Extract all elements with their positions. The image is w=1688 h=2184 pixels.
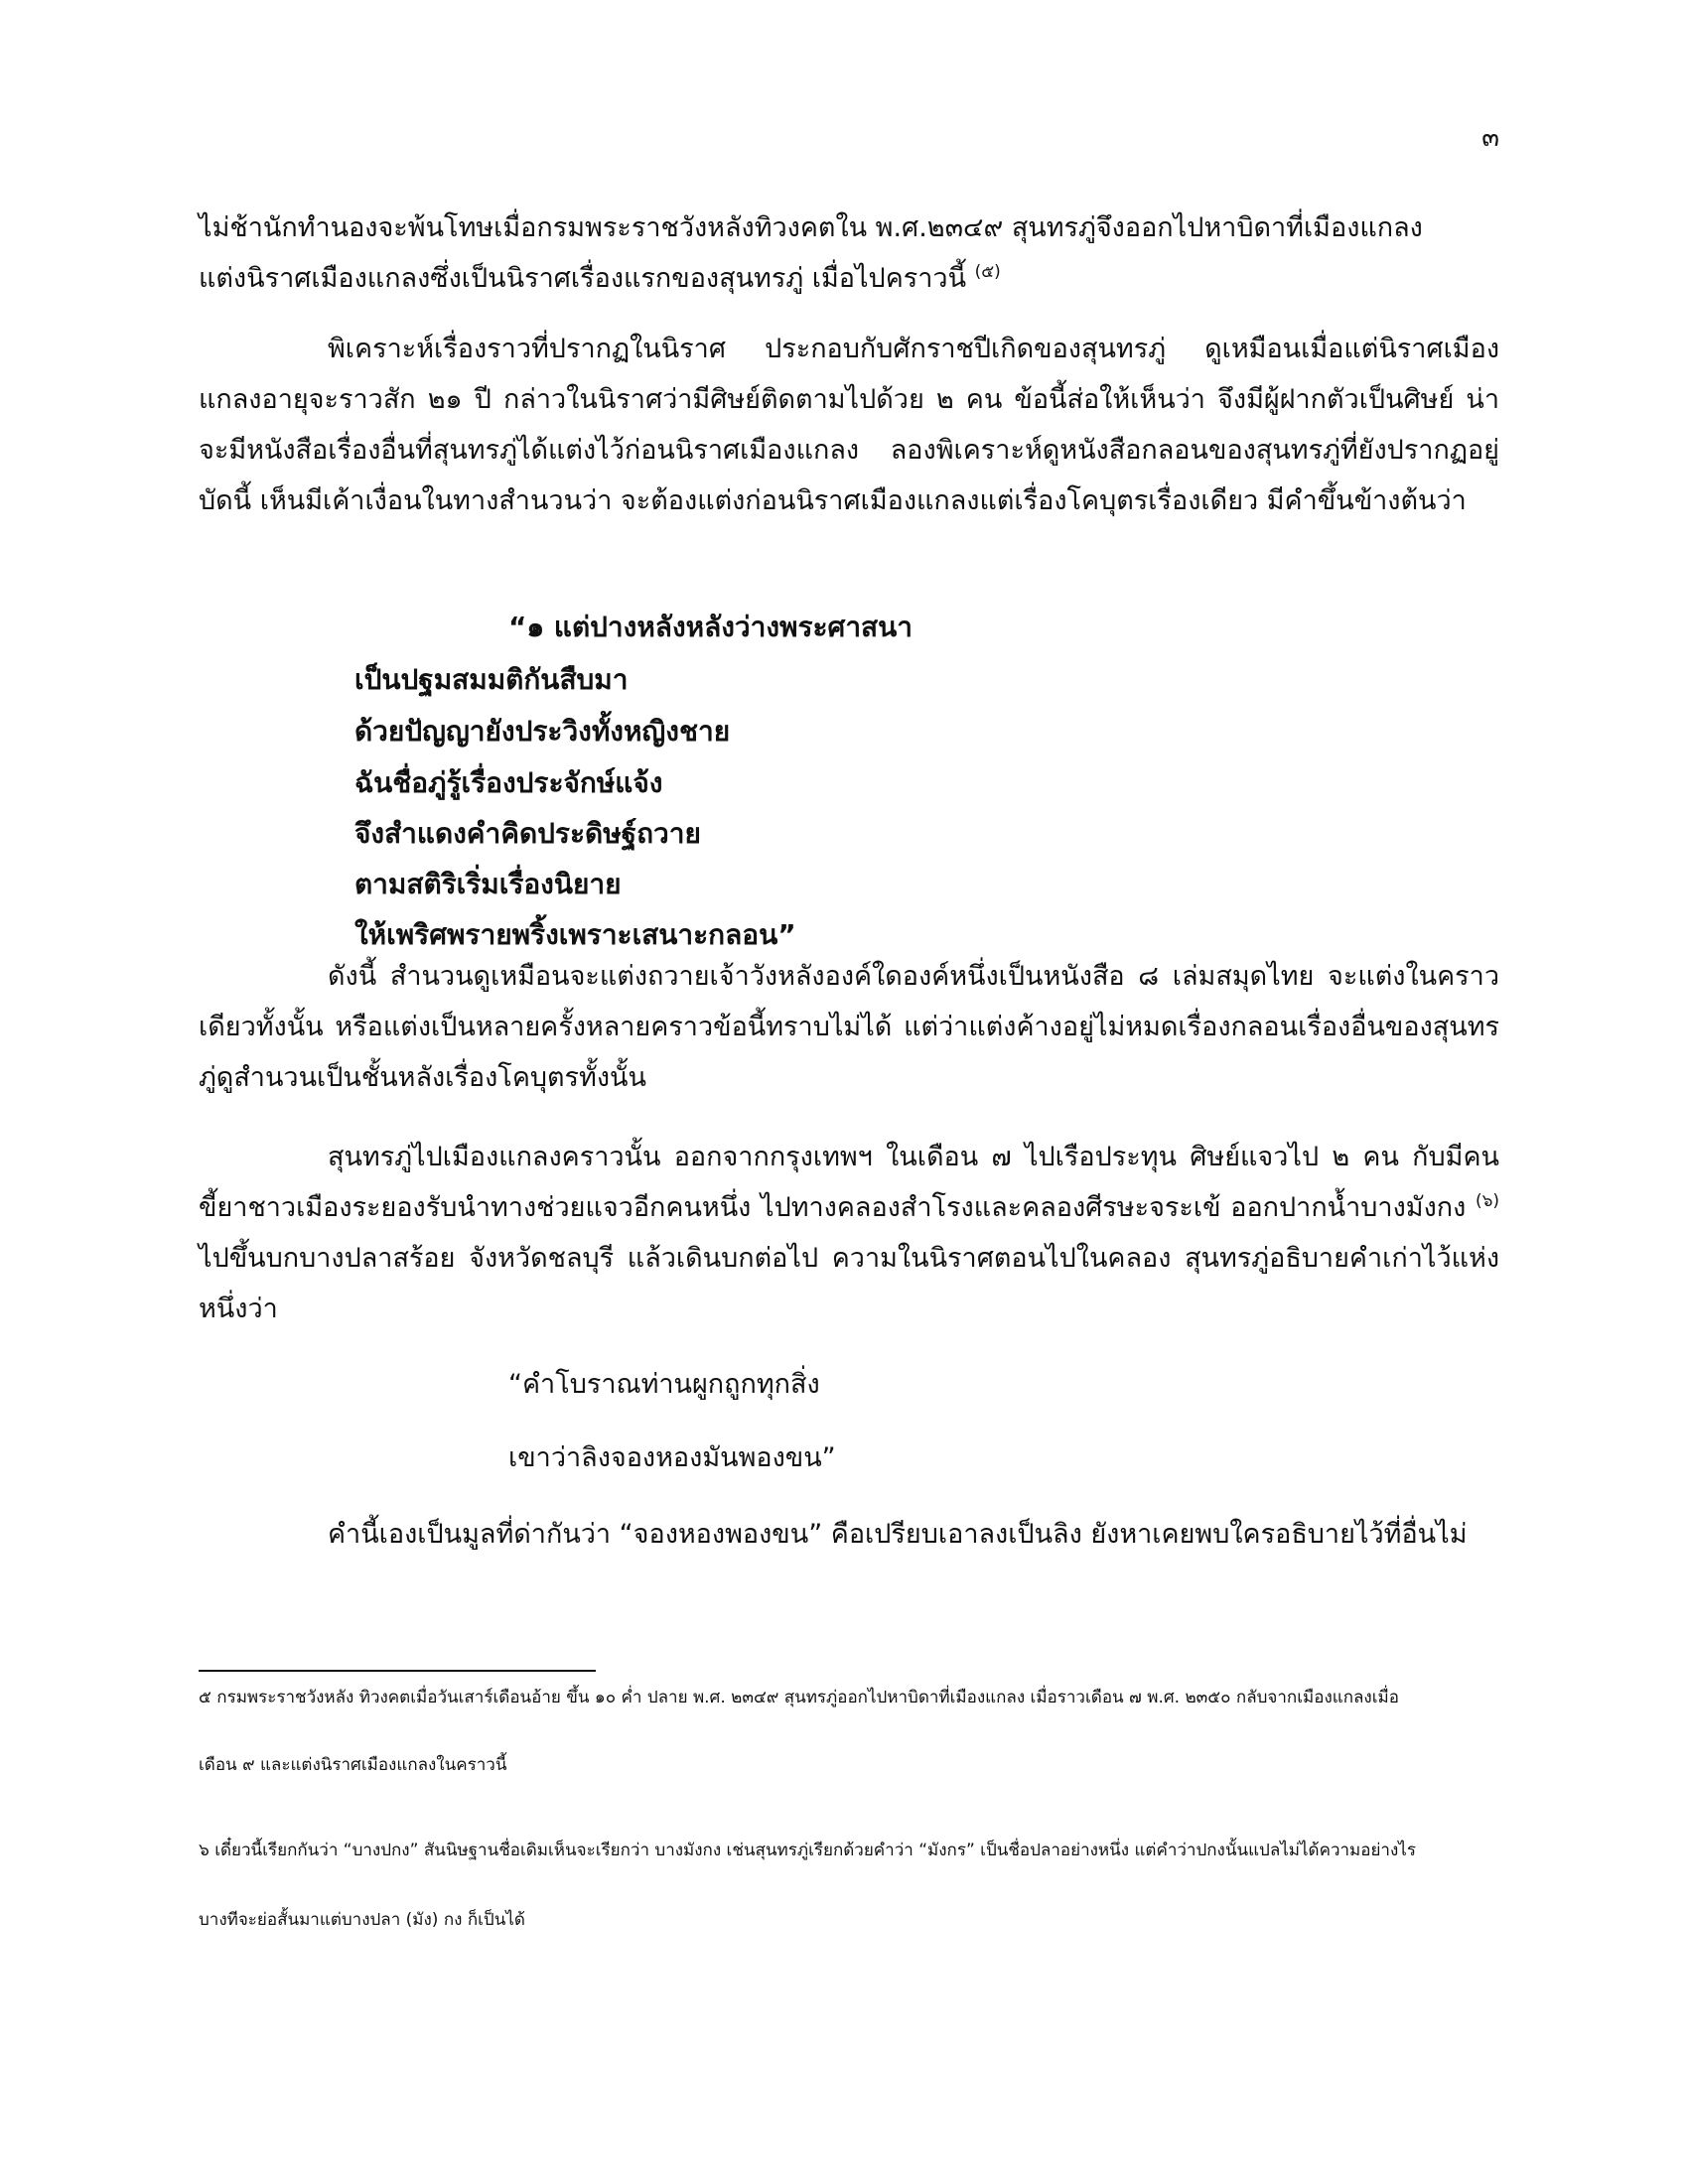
footnote-5-line-1: ๕ กรมพระราชวังหลัง ทิวงคตเมื่อวันเสาร์เดือนอ้าย ขึ้น ๑๐ ค่ำ ปลาย พ.ศ. ๒๓๔๙ สุนทรภู่ออกไปหาบิดาที่เมืองแกลง เมื่อราวเดือน ๗ พ.ศ. ๒๓๕๐ กลับจากเมืองแกลงเมื่อ bbox=[199, 1688, 1399, 1707]
page-number: ๓ bbox=[1481, 123, 1499, 153]
footnote-6-line-1: ๖ เดี๋ยวนี้เรียกกันว่า “บางปกง” สันนิษฐานชื่อเดิมเห็นจะเรียกว่า บางมังกง เช่นสุนทรภู่เรียกด้วยคำว่า “มังกร” เป็นชื่อปลาอย่างหนึ่ง แต่คำว่าปกงนั้นแปลไม่ได้ความอย่างไร bbox=[199, 1841, 1416, 1860]
footnote-divider bbox=[199, 1670, 596, 1672]
footnote-ref-5: (๕) bbox=[974, 262, 1001, 282]
paragraph-4-part-2: ไปขึ้นบกบางปลาสร้อย จังหวัดชลบุรี แล้วเดินบกต่อไป ความในนิราศตอนไปในคลอง สุนทรภู่อธิบายคำเก่าไว้แห่งหนึ่งว่า bbox=[199, 1243, 1499, 1324]
paragraph-3: ดังนี้ สำนวนดูเหมือนจะแต่งถวายเจ้าวังหลังองค์ใดองค์หนึ่งเป็นหนังสือ ๘ เล่มสมุดไทย จะแต่งในคราวเดียวทั้งนั้น หรือแต่งเป็นหลายครั้งหลายคราวข้อนี้ทราบไม่ได้ แต่ว่าแต่งค้างอยู่ไม่หมดเรื่องกลอนเรื่องอื่นของสุนทรภู่ดูสำนวนเป็นชั้นหลังเรื่องโคบุตรทั้งนั้น bbox=[199, 961, 1499, 1093]
footnote-ref-6: (๖) bbox=[1475, 1191, 1499, 1211]
verse-bold-line-3: ด้วยปัญญายังประวิงทั้งหญิงชาย bbox=[354, 715, 731, 748]
paragraph-1-line-1: ไม่ช้านักทำนองจะพ้นโทษเมื่อกรมพระราชวังหลังทิวงคตใน พ.ศ.๒๓๔๙ สุนทรภู่จึงออกไปหาบิดาที่เมืองแกลง bbox=[199, 212, 1423, 243]
verse-plain-line-2: เขาว่าลิงจองหองมันพองขน” bbox=[508, 1442, 836, 1473]
paragraph-5: คำนี้เองเป็นมูลที่ด่ากันว่า “จองหองพองขน” คือเปรียบเอาลงเป็นลิง ยังหาเคยพบใครอธิบายไว้ที่อื่นไม่ bbox=[328, 1519, 1468, 1550]
footnote-5-line-2: เดือน ๙ และแต่งนิราศเมืองแกลงในคราวนี้ bbox=[199, 1755, 507, 1775]
paragraph-4 bbox=[199, 1132, 1499, 1334]
verse-bold-line-6: ตามสติริเริ่มเรื่องนิยาย bbox=[354, 868, 622, 900]
verse-bold-line-2: เป็นปฐมสมมติกันสืบมา bbox=[354, 663, 629, 696]
paragraph-1-line-2: แต่งนิราศเมืองแกลงซึ่งเป็นนิราศเรื่องแรกของสุนทรภู่ เมื่อไปคราวนี้ bbox=[199, 263, 967, 294]
paragraph-4-part-1: สุนทรภู่ไปเมืองแกลงคราวนั้น ออกจากกรุงเทพฯ ในเดือน ๗ ไปเรือประทุน ศิษย์แจวไป ๒ คน กับมีคนขี้ยาชาวเมืองระยองรับนำทางช่วยแจวอีกคนหนึ่ง ไปทางคลองสำโรงและคลองศีรษะจระเข้ ออกปากน้ำบางมังกง bbox=[199, 1142, 1499, 1223]
paragraph-2: พิเคราะห์เรื่องราวที่ปรากฏในนิราศ ประกอบกับศักราชปีเกิดของสุนทรภู่ ดูเหมือนเมื่อแต่นิราศเมืองแกลงอายุจะราวสัก ๒๑ ปี กล่าวในนิราศว่ามีศิษย์ติดตามไปด้วย ๒ คน ข้อนี้ส่อให้เห็นว่า จึงมีผู้ฝากตัวเป็นศิษย์ น่าจะมีหนังสือเรื่องอื่นที่สุนทรภู่ได้แต่งไว้ก่อนนิราศเมืองแกลง ลองพิเคราะห์ดูหนังสือกลอนของสุนทรภู่ที่ยังปรากฏอยู่ บัดนี้ เห็นมีเค้าเงื่อนในทางสำนวนว่า จะต้องแต่งก่อนนิราศเมืองแกลงแต่เรื่องโคบุตรเรื่องเดียว มีคำขึ้นข้างต้นว่า bbox=[199, 334, 1499, 516]
verse-bold-line-4: ฉันชื่อภู่รู้เรื่องประจักษ์แจ้ง bbox=[354, 766, 663, 799]
verse-bold-line-5: จึงสำแดงคำคิดประดิษฐ์ถวาย bbox=[354, 817, 701, 850]
verse-bold-line-1: “๑ แต่ปางหลังหลังว่างพระศาสนา bbox=[508, 611, 913, 643]
verse-bold-line-7: ให้เพริศพรายพริ้งเพราะเสนาะกลอน” bbox=[354, 918, 796, 951]
paragraph-1 bbox=[199, 203, 1499, 304]
footnote-6-line-2: บางทีจะย่อสั้นมาแต่บางปลา (มัง) กง ก็เป็นได้ bbox=[199, 1910, 525, 1930]
verse-plain-line-1: “คำโบราณท่านผูกถูกทุกสิ่ง bbox=[508, 1369, 820, 1400]
